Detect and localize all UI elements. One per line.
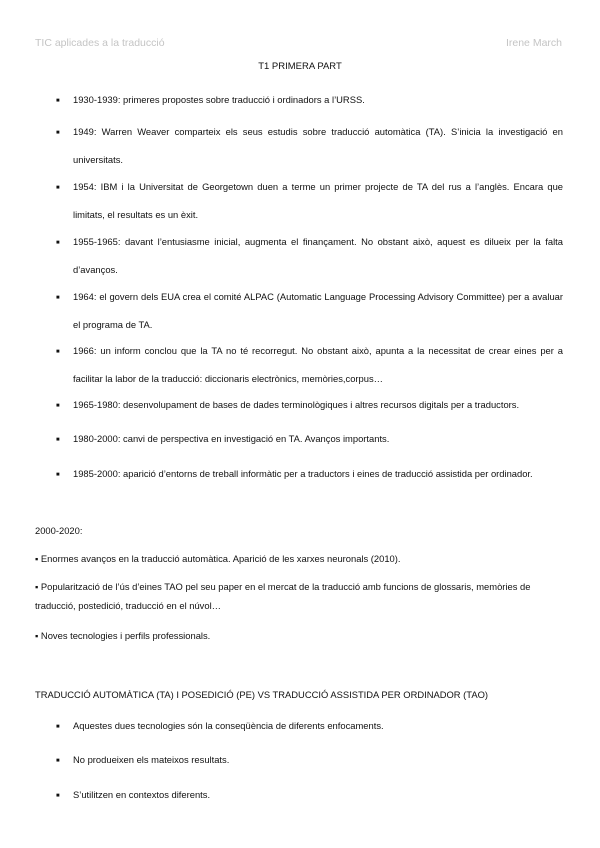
bullet-icon: ■ [56, 793, 60, 799]
bullet-icon: ■ [56, 185, 60, 191]
timeline-item: 1980-2000: canvi de perspectiva en investigació en TA. Avanços importants. [73, 433, 390, 444]
bullet-icon: ■ [56, 349, 60, 355]
bullet-icon: ■ [56, 472, 60, 478]
section-heading-ta-vs-tao: TRADUCCIÓ AUTOMÀTICA (TA) I POSEDICIÓ (PE) VS TRADUCCIÓ ASSISTIDA PER ORDINADOR (TAO) [35, 689, 488, 700]
bullet-icon: ■ [56, 130, 60, 136]
list-item: ▪ Popularització de l’ús d’eines TAO pel seu paper en el mercat de la traducció amb funcions de glossaris, memòries de traducció, postedició, traducció en el núvol… [35, 581, 531, 611]
timeline-item: 1985-2000: aparició d’entorns de treball informàtic per a traductors i eines de traducció assistida per ordinador. [73, 468, 533, 479]
list-item: Aquestes dues tecnologies són la conseqüència de diferents enfocaments. [73, 720, 384, 731]
bullet-icon: ■ [56, 403, 60, 409]
running-header-course: TIC aplicades a la traducció [35, 37, 165, 49]
timeline-item: 1955-1965: davant l’entusiasme inicial, augmenta el finançament. No obstant això, aquest es dilueix per la falta d’avanços. [73, 236, 563, 275]
bullet-icon: ■ [56, 295, 60, 301]
timeline-item: 1949: Warren Weaver comparteix els seus estudis sobre traducció automàtica (TA). S’inicia la investigació en universitats. [73, 126, 563, 165]
running-header-author: Irene March [505, 37, 562, 49]
page-title: T1 PRIMERA PART [258, 61, 342, 72]
bullet-icon: ■ [56, 240, 60, 246]
timeline-item: 1965-1980: desenvolupament de bases de dades terminològiques i altres recursos digitals per a traductors. [73, 399, 520, 410]
timeline-item: 1954: IBM i la Universitat de Georgetown duen a terme un primer projecte de TA del rus a l’anglès. Encara que limitats, el resultats es un èxit. [73, 181, 563, 220]
bullet-icon: ■ [56, 437, 60, 443]
list-item: ▪ Enormes avanços en la traducció automàtica. Aparició de les xarxes neuronals (2010). [35, 553, 401, 564]
list-item: ▪ Noves tecnologies i perfils professionals. [35, 630, 211, 641]
bullet-icon: ■ [56, 758, 60, 764]
timeline-item: 1930-1939: primeres propostes sobre traducció i ordinadors a l’URSS. [73, 94, 365, 105]
section-heading-2000-2020: 2000-2020: [35, 525, 83, 536]
list-item: S’utilitzen en contextos diferents. [73, 789, 211, 800]
list-item: No produeixen els mateixos resultats. [73, 754, 230, 765]
bullet-icon: ■ [56, 724, 60, 730]
timeline-item: 1966: un inform conclou que la TA no té recorregut. No obstant això, apunta a la necessitat de crear eines per a facilitar la labor de la traducció: diccionaris electrònics, memòries,corpus… [73, 345, 563, 384]
timeline-item: 1964: el govern dels EUA crea el comité ALPAC (Automatic Language Processing Advisory Committee) per a avaluar el programa de TA. [73, 291, 563, 330]
bullet-icon: ■ [56, 98, 60, 104]
